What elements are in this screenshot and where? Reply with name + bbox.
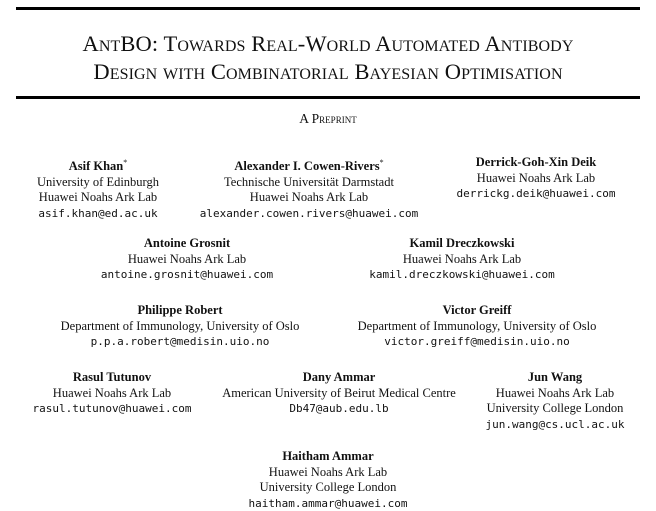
paper-title	[16, 30, 640, 86]
author-block	[369, 236, 554, 283]
author-block	[249, 449, 408, 511]
author-email[interactable]: p.p.a.robert@medisin.uio.no	[61, 334, 300, 350]
preprint-label: A Preprint	[16, 111, 640, 127]
author-affiliation: Huawei Noahs Ark Lab	[249, 465, 408, 481]
equal-contribution-mark: *	[380, 158, 384, 167]
author-name: Asif Khan*	[37, 155, 159, 175]
author-email[interactable]: derrickg.deik@huawei.com	[457, 186, 616, 202]
author-affiliation: American University of Beirut Medical Centre	[222, 386, 456, 402]
author-email[interactable]: asif.khan@ed.ac.uk	[37, 206, 159, 222]
author-name: Rasul Tutunov	[33, 370, 192, 386]
author-name: Jun Wang	[485, 370, 624, 386]
author-email[interactable]: antoine.grosnit@huawei.com	[101, 267, 273, 283]
author-block	[358, 303, 597, 350]
author-affiliation: University College London	[249, 480, 408, 496]
author-affiliation: Technische Universität Darmstadt	[200, 175, 419, 191]
author-block	[33, 370, 192, 417]
author-email[interactable]: kamil.dreczkowski@huawei.com	[369, 267, 554, 283]
title-line-2: Design with Combinatorial Bayesian Optimisation	[16, 58, 640, 86]
author-name: Antoine Grosnit	[101, 236, 273, 252]
bottom-rule	[16, 96, 640, 99]
author-affiliation: University College London	[485, 401, 624, 417]
author-name: Dany Ammar	[222, 370, 456, 386]
author-email[interactable]: haitham.ammar@huawei.com	[249, 496, 408, 511]
author-affiliation: Huawei Noahs Ark Lab	[37, 190, 159, 206]
author-block	[37, 155, 159, 221]
author-email[interactable]: alexander.cowen.rivers@huawei.com	[200, 206, 419, 222]
author-email[interactable]: jun.wang@cs.ucl.ac.uk	[485, 417, 624, 433]
author-name: Philippe Robert	[61, 303, 300, 319]
author-name: Victor Greiff	[358, 303, 597, 319]
author-block	[101, 236, 273, 283]
equal-contribution-mark: *	[123, 158, 127, 167]
author-affiliation: Huawei Noahs Ark Lab	[200, 190, 419, 206]
author-affiliation: Huawei Noahs Ark Lab	[485, 386, 624, 402]
top-rule	[16, 7, 640, 10]
author-email[interactable]: rasul.tutunov@huawei.com	[33, 401, 192, 417]
author-affiliation: University of Edinburgh	[37, 175, 159, 191]
author-name: Derrick-Goh-Xin Deik	[457, 155, 616, 171]
author-affiliation: Huawei Noahs Ark Lab	[369, 252, 554, 268]
author-name: Alexander I. Cowen-Rivers*	[200, 155, 419, 175]
author-block	[222, 370, 456, 417]
author-affiliation: Huawei Noahs Ark Lab	[33, 386, 192, 402]
author-affiliation: Huawei Noahs Ark Lab	[457, 171, 616, 187]
author-name: Haitham Ammar	[249, 449, 408, 465]
author-email[interactable]: victor.greiff@medisin.uio.no	[358, 334, 597, 350]
author-block	[61, 303, 300, 350]
title-line-1: AntBO: Towards Real-World Automated Antibody	[16, 30, 640, 58]
author-block	[457, 155, 616, 202]
author-block	[200, 155, 419, 221]
author-affiliation: Department of Immunology, University of Oslo	[61, 319, 300, 335]
author-block	[485, 370, 624, 432]
author-name: Kamil Dreczkowski	[369, 236, 554, 252]
author-affiliation: Huawei Noahs Ark Lab	[101, 252, 273, 268]
author-email[interactable]: Db47@aub.edu.lb	[222, 401, 456, 417]
author-affiliation: Department of Immunology, University of Oslo	[358, 319, 597, 335]
